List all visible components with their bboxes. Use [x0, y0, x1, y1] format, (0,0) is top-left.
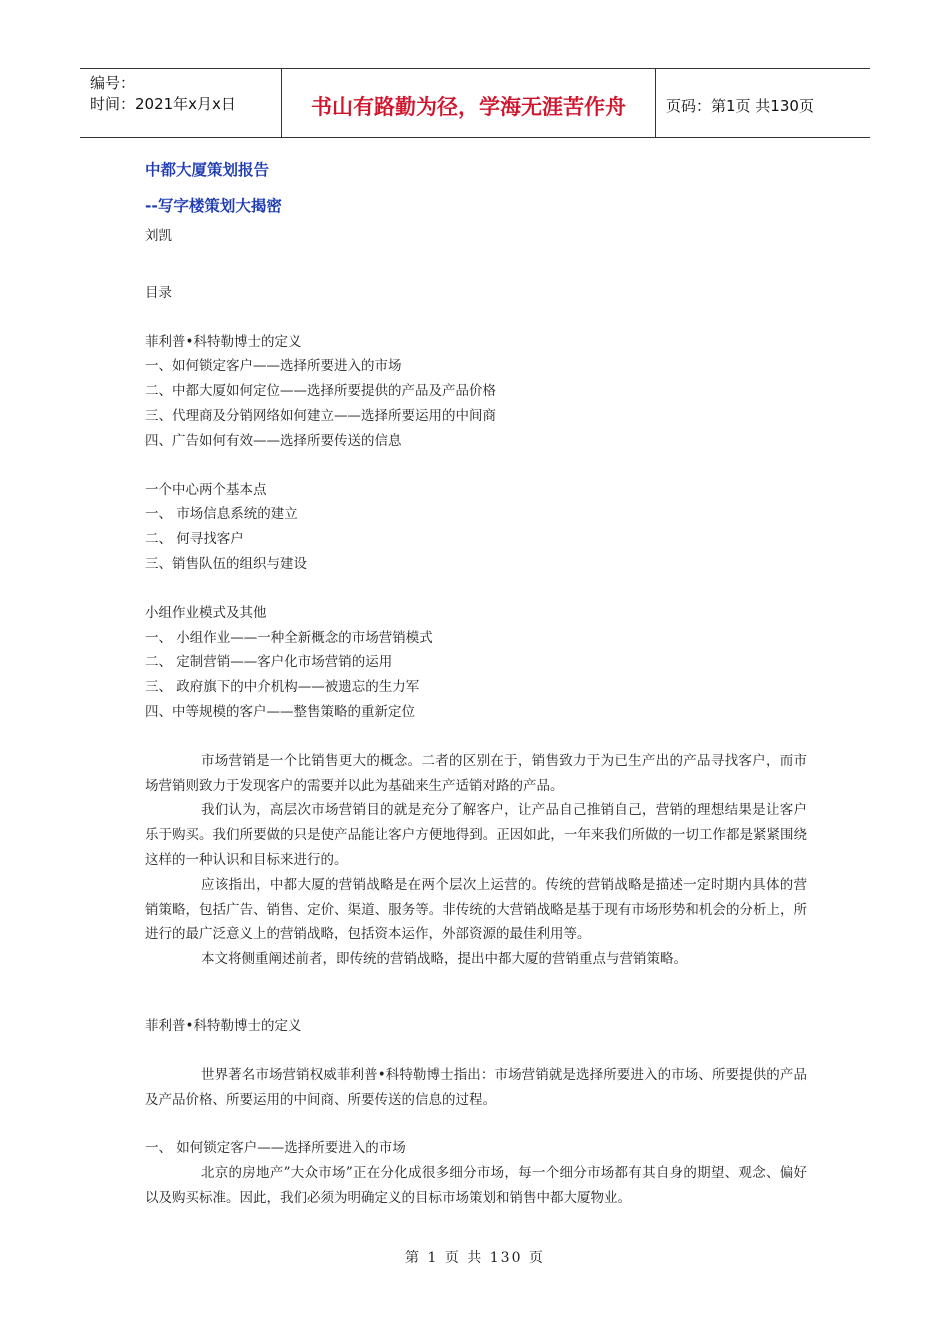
toc-item: 三、销售队伍的组织与建设 [145, 555, 307, 572]
author: 刘凯 [145, 228, 172, 244]
header-meta [80, 69, 282, 137]
toc-item: 二、 定制营销——客户化市场营销的运用 [145, 654, 393, 671]
intro-paragraph: 我们认为，高层次市场营销目的就是充分了解客户，让产品自己推销自己，营销的理想结果是让客户乐于购买。我们所要做的只是使产品能让客户方便地得到。正因如此，一年来我们所做的一切工作都是紧紧围绕这样的一种认识和目标来进行的。 [145, 802, 807, 868]
section-paragraph: 世界著名市场营销权威菲利普•科特勒博士指出：市场营销就是选择所要进入的市场、所要提供的产品及产品价格、所要运用的中间商、所要传送的信息的过程。 [145, 1066, 807, 1108]
toc-item: 二、 何寻找客户 [145, 531, 244, 548]
toc-heading: 目录 [145, 284, 172, 301]
section-paragraph: 北京的房地产”大众市场”正在分化成很多细分市场，每一个细分市场都有其自身的期望、观念、偏好以及购买标准。因此，我们必须为明确定义的目标市场策划和销售中都大厦物业。 [145, 1165, 807, 1206]
page-footer [0, 1247, 950, 1267]
toc-group-2 [145, 478, 807, 577]
toc-item: 菲利普•科特勒博士的定义 [145, 333, 302, 350]
toc-item: 一、 小组作业——一种全新概念的市场营销模式 [145, 629, 433, 646]
toc-item: 三、 政府旗下的中介机构——被遗忘的生力军 [145, 679, 420, 696]
intro-paragraph: 市场营销是一个比销售更大的概念。二者的区别在于，销售致力于为已生产出的产品寻找客户，而市场营销则致力于发现客户的需要并以此为基础来生产适销对路的产品。 [145, 752, 807, 794]
toc-group-1 [145, 330, 807, 454]
header-page-label: 页码：第1页 共130页 [666, 96, 814, 115]
time-label: 时间：2021年x月x日 [90, 95, 236, 113]
intro-paragraph: 应该指出，中都大厦的营销战略是在两个层次上运营的。传统的营销战略是描述一定时期内具体的营销策略，包括广告、销售、定价、渠道、服务等。非传统的大营销战略是基于现有市场形势和机会的分析上，所进行的最广泛意义上的营销战略，包括资本运作，外部资源的最佳利用等。 [145, 876, 807, 943]
toc-item: 二、中都大厦如何定位——选择所要提供的产品及产品价格 [145, 383, 496, 400]
header-motto: 书山有路勤为径，学海无涯苦作舟 [282, 69, 656, 137]
toc-item: 小组作业模式及其他 [145, 604, 267, 621]
toc-item: 四、广告如何有效——选择所要传送的信息 [145, 432, 402, 449]
section-heading: 一、 如何锁定客户——选择所要进入的市场 [145, 1140, 406, 1157]
toc-item: 一、如何锁定客户——选择所要进入的市场 [145, 358, 402, 375]
footer-page-number: 第 1 页 共 130 页 [405, 1250, 545, 1266]
intro-paragraph: 本文将侧重阐述前者，即传统的营销战略，提出中都大厦的营销重点与营销策略。 [201, 951, 687, 968]
toc-group-3 [145, 601, 807, 725]
toc-item: 一、 市场信息系统的建立 [145, 506, 298, 523]
document-title: 中都大厦策划报告 [145, 161, 270, 179]
toc-item: 四、中等规模的客户——整售策略的重新定位 [145, 703, 415, 720]
section-heading: 菲利普•科特勒博士的定义 [145, 1017, 302, 1034]
number-label: 编号： [90, 74, 136, 92]
page-header [80, 68, 870, 138]
document-subtitle: --写字楼策划大揭密 [145, 197, 282, 215]
toc-item: 一个中心两个基本点 [145, 481, 267, 498]
toc-item: 三、代理商及分销网络如何建立——选择所要运用的中间商 [145, 407, 496, 424]
intro-section [145, 749, 807, 972]
document-body [145, 158, 807, 1211]
